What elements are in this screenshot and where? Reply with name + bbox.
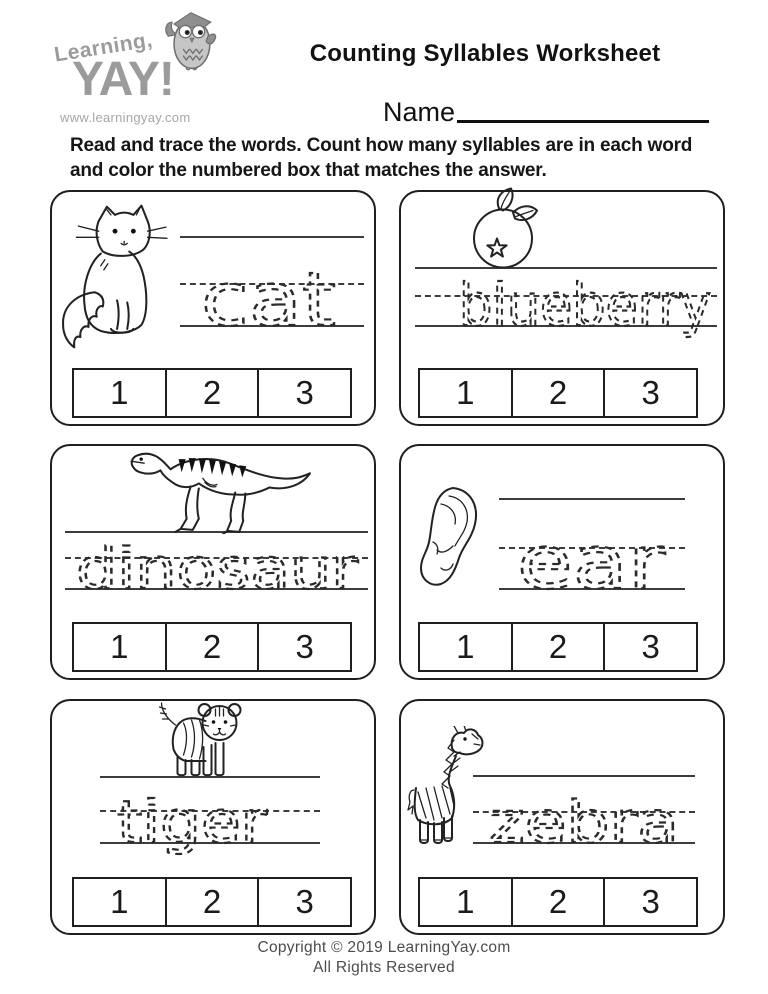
svg-text:blueberry: blueberry bbox=[459, 271, 711, 339]
logo-website: www.learningyay.com bbox=[60, 110, 191, 125]
answer-box-1[interactable] bbox=[72, 622, 167, 672]
card-blueberry bbox=[399, 190, 725, 426]
trace-word-cat[interactable] bbox=[187, 220, 357, 343]
box-number: 1 bbox=[110, 628, 129, 665]
rights-text: All Rights Reserved bbox=[313, 959, 455, 976]
box-number: 3 bbox=[295, 883, 314, 920]
owl-mascot-icon bbox=[162, 8, 220, 74]
trace-word-tiger[interactable] bbox=[107, 761, 317, 871]
answer-box-2[interactable] bbox=[513, 877, 606, 927]
answer-boxes bbox=[418, 368, 698, 418]
answer-box-1[interactable] bbox=[72, 368, 167, 418]
answer-box-3[interactable] bbox=[259, 622, 352, 672]
answer-box-1[interactable] bbox=[418, 877, 513, 927]
box-number: 1 bbox=[456, 628, 475, 665]
answer-boxes bbox=[72, 368, 352, 418]
trace-word-ear[interactable] bbox=[501, 501, 687, 606]
logo-text-yay: YAY! bbox=[72, 53, 174, 106]
answer-box-3[interactable] bbox=[605, 368, 698, 418]
box-number: 2 bbox=[202, 883, 222, 920]
answer-box-3[interactable] bbox=[605, 877, 698, 927]
card-tiger bbox=[50, 699, 376, 935]
box-number: 3 bbox=[295, 628, 314, 665]
name-input-line[interactable] bbox=[457, 96, 709, 123]
box-number: 3 bbox=[641, 374, 660, 411]
answer-boxes bbox=[418, 877, 698, 927]
card-cat bbox=[50, 190, 376, 426]
svg-text:tiger: tiger bbox=[117, 788, 268, 856]
logo-text-learning: Learning, bbox=[52, 28, 155, 67]
svg-text:dinosaur: dinosaur bbox=[76, 537, 360, 602]
answer-box-2[interactable] bbox=[513, 622, 606, 672]
box-number: 1 bbox=[110, 374, 129, 411]
answer-box-2[interactable] bbox=[167, 368, 260, 418]
answer-box-1[interactable] bbox=[72, 877, 167, 927]
zebra-line-art bbox=[406, 726, 488, 851]
box-number: 2 bbox=[202, 374, 222, 411]
box-number: 3 bbox=[641, 628, 660, 665]
ear-line-art bbox=[417, 484, 483, 592]
box-number: 1 bbox=[110, 883, 129, 920]
answer-box-1[interactable] bbox=[418, 368, 513, 418]
svg-text:ear: ear bbox=[517, 520, 666, 606]
page-title: Counting Syllables Worksheet bbox=[309, 40, 661, 67]
box-number: 3 bbox=[295, 374, 314, 411]
trace-word-blueberry[interactable] bbox=[421, 232, 721, 342]
answer-box-3[interactable] bbox=[605, 622, 698, 672]
svg-text:zebra: zebra bbox=[489, 790, 679, 856]
footer bbox=[0, 938, 768, 978]
box-number: 2 bbox=[548, 628, 568, 665]
name-label: Name bbox=[383, 97, 456, 127]
box-number: 1 bbox=[456, 374, 475, 411]
box-number: 2 bbox=[202, 628, 222, 665]
instructions-line-2: and color the numbered box that matches the answer. bbox=[70, 159, 547, 181]
copyright-text: Copyright © 2019 LearningYay.com bbox=[257, 939, 511, 956]
box-number: 1 bbox=[456, 883, 475, 920]
answer-boxes bbox=[418, 622, 698, 672]
box-number: 3 bbox=[641, 883, 660, 920]
trace-word-zebra[interactable] bbox=[481, 756, 695, 856]
answer-box-2[interactable] bbox=[167, 622, 260, 672]
card-ear bbox=[399, 444, 725, 680]
answer-box-2[interactable] bbox=[513, 368, 606, 418]
svg-text:cat: cat bbox=[201, 257, 336, 343]
instructions bbox=[70, 134, 730, 183]
card-dinosaur bbox=[50, 444, 376, 680]
answer-box-2[interactable] bbox=[167, 877, 260, 927]
answer-box-1[interactable] bbox=[418, 622, 513, 672]
box-number: 2 bbox=[548, 374, 568, 411]
box-number: 2 bbox=[548, 883, 568, 920]
instructions-line-1: Read and trace the words. Count how many syllables are in each word bbox=[70, 135, 693, 156]
answer-boxes bbox=[72, 877, 352, 927]
writing-line-top bbox=[499, 498, 685, 500]
card-zebra bbox=[399, 699, 725, 935]
name-row bbox=[383, 96, 709, 128]
cat-line-art bbox=[58, 200, 170, 354]
trace-word-dinosaur[interactable] bbox=[68, 501, 364, 606]
answer-box-3[interactable] bbox=[259, 877, 352, 927]
answer-boxes bbox=[72, 622, 352, 672]
answer-box-3[interactable] bbox=[259, 368, 352, 418]
